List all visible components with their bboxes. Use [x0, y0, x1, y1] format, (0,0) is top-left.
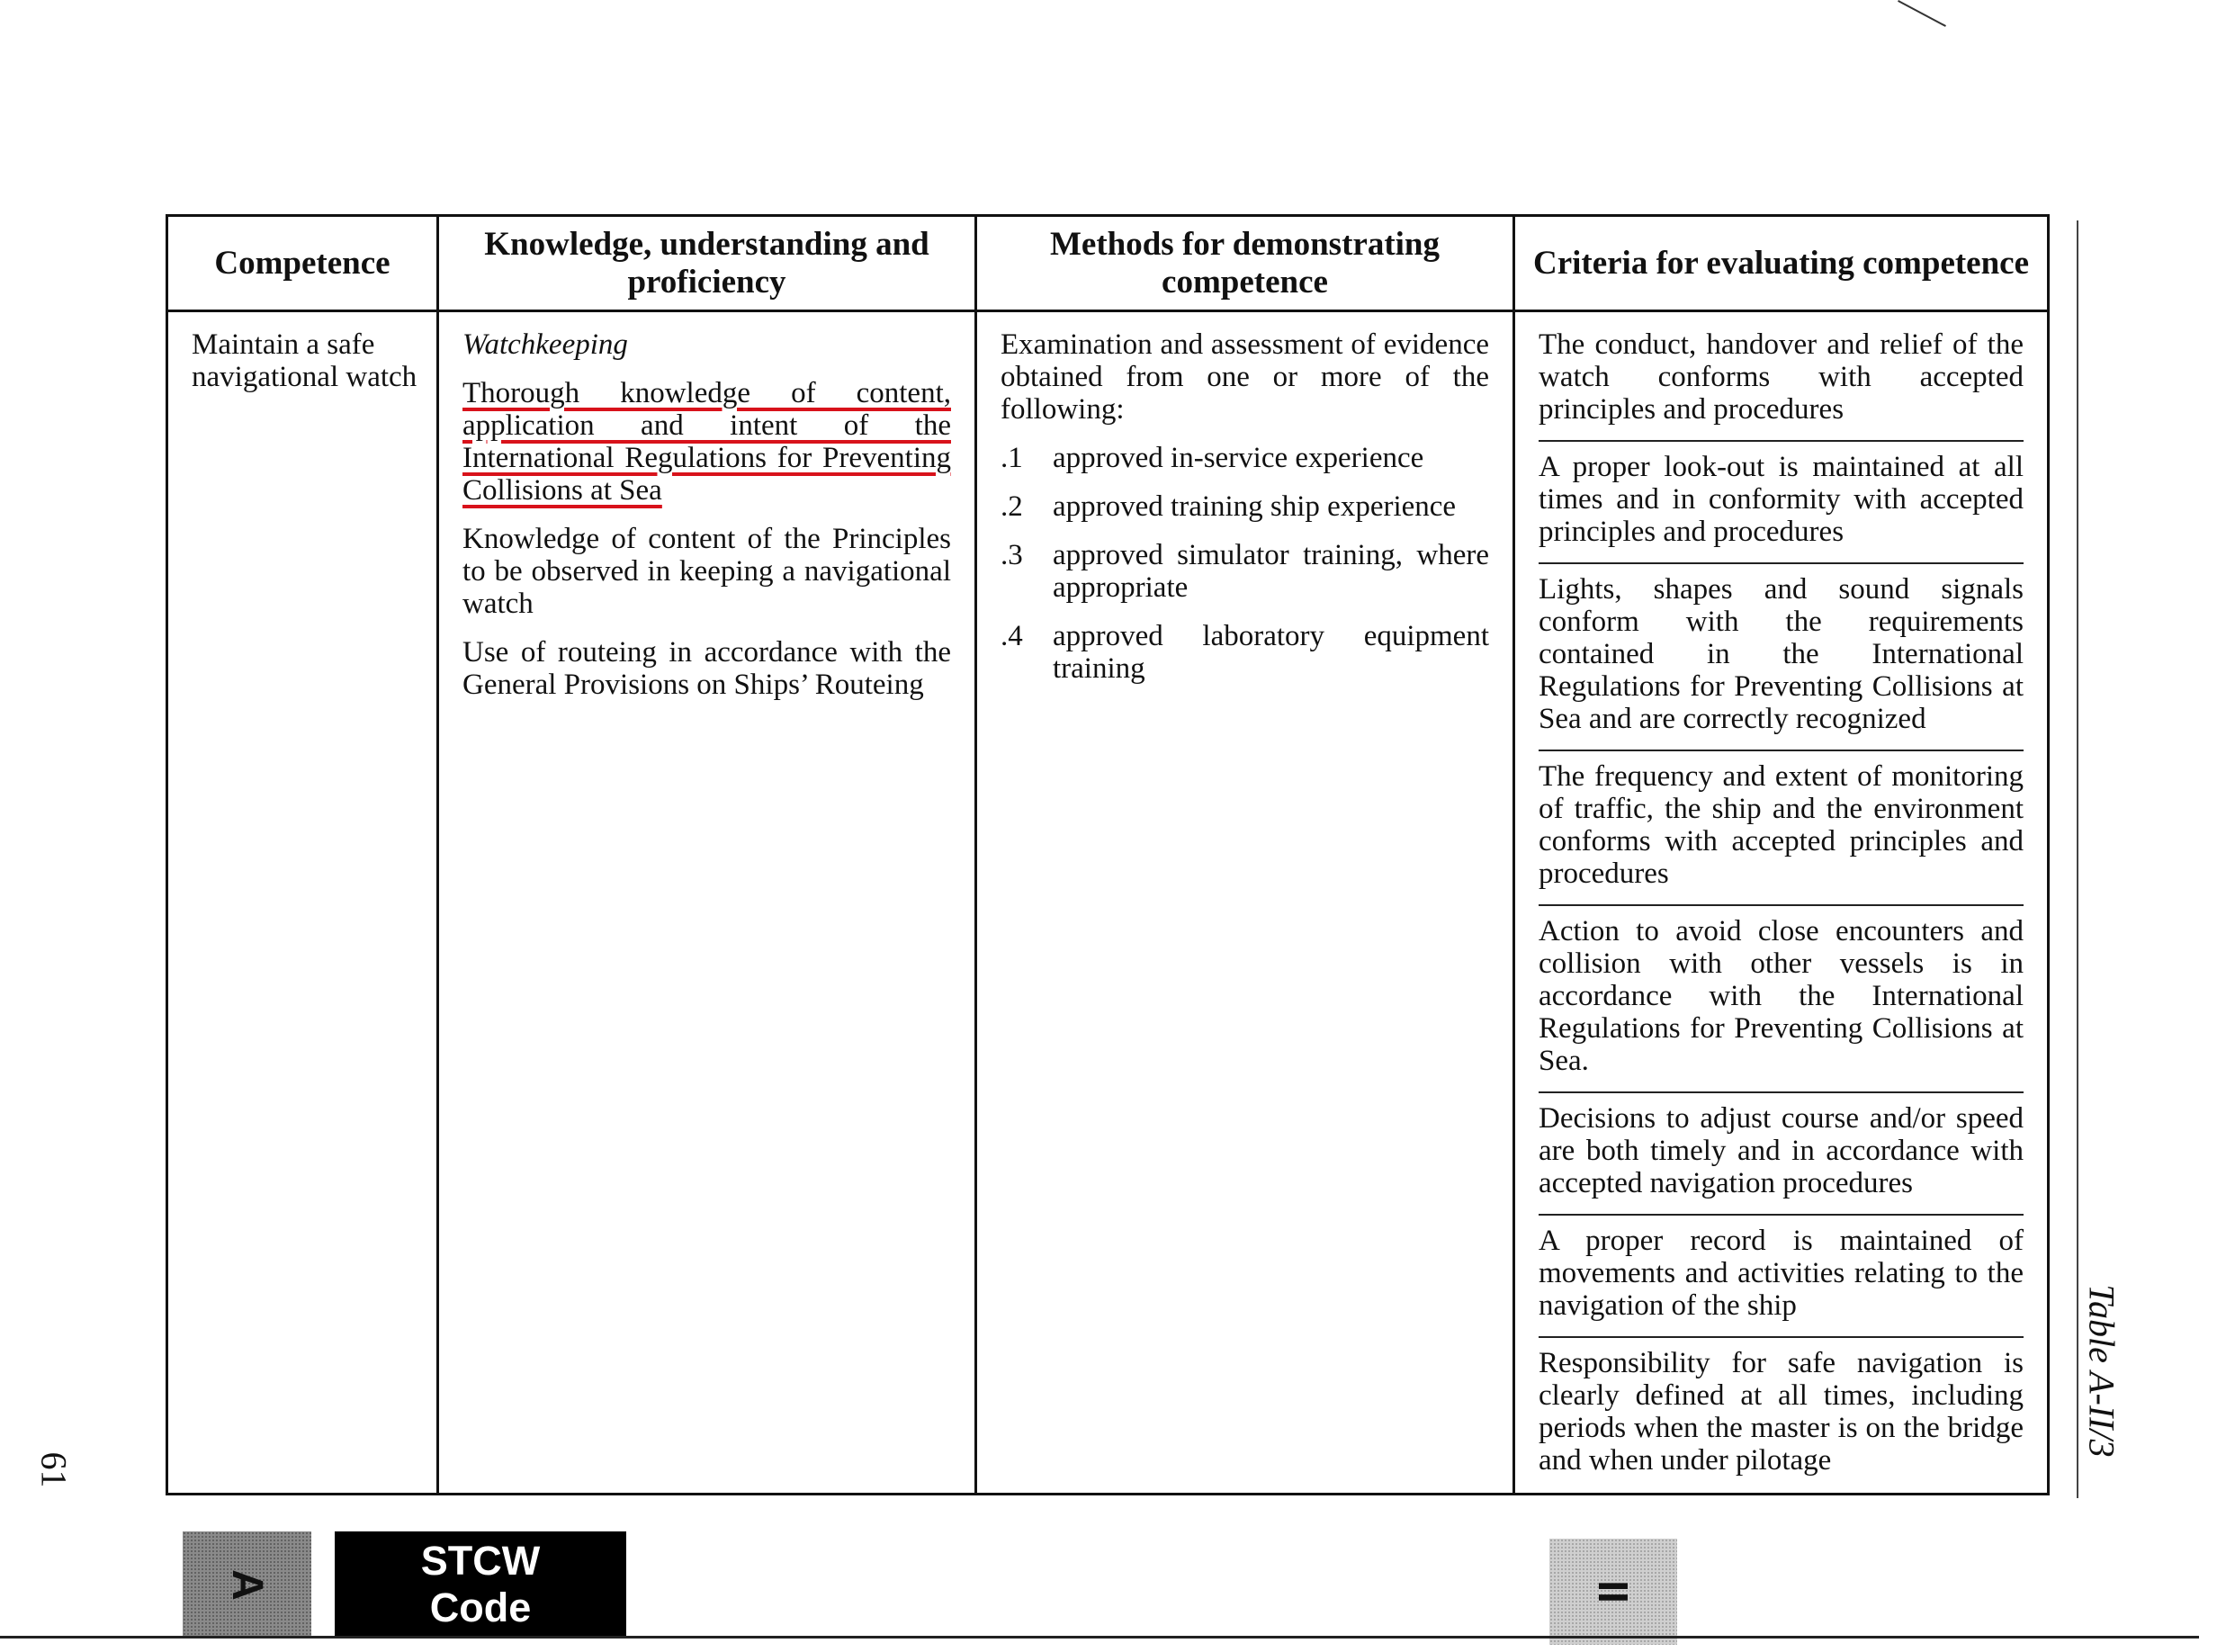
- criteria-item: A proper record is maintained of movements and activities relating to the navigation of the ship: [1539, 1214, 2024, 1322]
- criteria-item: The conduct, handover and relief of the watch conforms with accepted principles and procedures: [1539, 328, 2024, 426]
- red-underlined-text: Thorough knowledge of content, application and intent of the International Regulations for Preventing Collisions at Sea: [462, 377, 951, 507]
- part-a-badge: [183, 1531, 311, 1638]
- corner-scan-mark: [1889, 0, 1946, 43]
- criteria-item: Action to avoid close encounters and collision with other vessels is in accordance with the International Regulations for Preventing Collisions at Sea.: [1539, 904, 2024, 1077]
- page-number: 61: [33, 1451, 75, 1488]
- method-item: [1001, 539, 1489, 604]
- section-title-watchkeeping: Watchkeeping: [462, 328, 628, 361]
- method-item-number: .1: [1001, 442, 1023, 474]
- method-item-text: approved simulator training, where appropriate: [1053, 539, 1489, 604]
- method-item-text: approved laboratory equipment training: [1053, 620, 1489, 685]
- method-item-text: approved training ship experience: [1053, 490, 1457, 523]
- header-competence: Competence: [168, 217, 436, 312]
- code-line-1: STCW: [420, 1538, 541, 1584]
- method-item: [1001, 442, 1489, 474]
- header-knowledge: Knowledge, understanding and proficiency: [439, 217, 974, 312]
- header-methods: Methods for demonstrating competence: [977, 217, 1512, 312]
- knowledge-item-2: Knowledge of content of the Principles to be observed in keeping a navigational watch: [462, 523, 951, 620]
- competence-text: Maintain a safe navigational watch: [192, 328, 417, 393]
- part-a-label: A: [222, 1568, 271, 1601]
- competence-table: [166, 214, 2050, 1495]
- criteria-item: The frequency and extent of monitoring of traffic, the ship and the environment conforms with accepted principles and procedures: [1539, 750, 2024, 890]
- side-rule: [2077, 220, 2078, 1498]
- knowledge-item-1: [462, 377, 951, 507]
- chapter-ii-label: II: [1590, 1580, 1637, 1603]
- knowledge-item-3: Use of routeing in accordance with the General Provisions on Ships’ Routeing: [462, 636, 951, 701]
- header-criteria: Criteria for evaluating competence: [1515, 217, 2047, 312]
- method-item-text: approved in-service experience: [1053, 442, 1424, 474]
- method-item: [1001, 490, 1489, 523]
- chapter-ii-badge: [1549, 1539, 1677, 1645]
- table-side-label: Table A-II/3: [2081, 1284, 2123, 1458]
- code-line-2: Code: [429, 1585, 532, 1630]
- criteria-column: [1515, 217, 2047, 1493]
- criteria-item: Lights, shapes and sound signals conform with the requirements contained in the International Regulations for Preventing Collisions at Sea and are correctly recognized: [1539, 562, 2024, 735]
- criteria-item: Decisions to adjust course and/or speed are both timely and in accordance with accepted navigation procedures: [1539, 1091, 2024, 1199]
- criteria-item: Responsibility for safe navigation is clearly defined at all times, including periods when the master is on the bridge and when under pilotage: [1539, 1336, 2024, 1477]
- method-item-number: .4: [1001, 620, 1023, 652]
- methods-column: [977, 217, 1515, 1493]
- bottom-rule: [0, 1636, 2199, 1639]
- method-item-number: .3: [1001, 539, 1023, 571]
- method-item: [1001, 620, 1489, 685]
- criteria-item: A proper look-out is maintained at all times and in conformity with accepted principles and procedures: [1539, 440, 2024, 548]
- competence-column: [168, 217, 439, 1493]
- stcw-code-badge: [335, 1531, 626, 1638]
- method-item-number: .2: [1001, 490, 1023, 523]
- knowledge-column: [439, 217, 977, 1493]
- methods-intro: Examination and assessment of evidence obtained from one or more of the following:: [1001, 328, 1489, 426]
